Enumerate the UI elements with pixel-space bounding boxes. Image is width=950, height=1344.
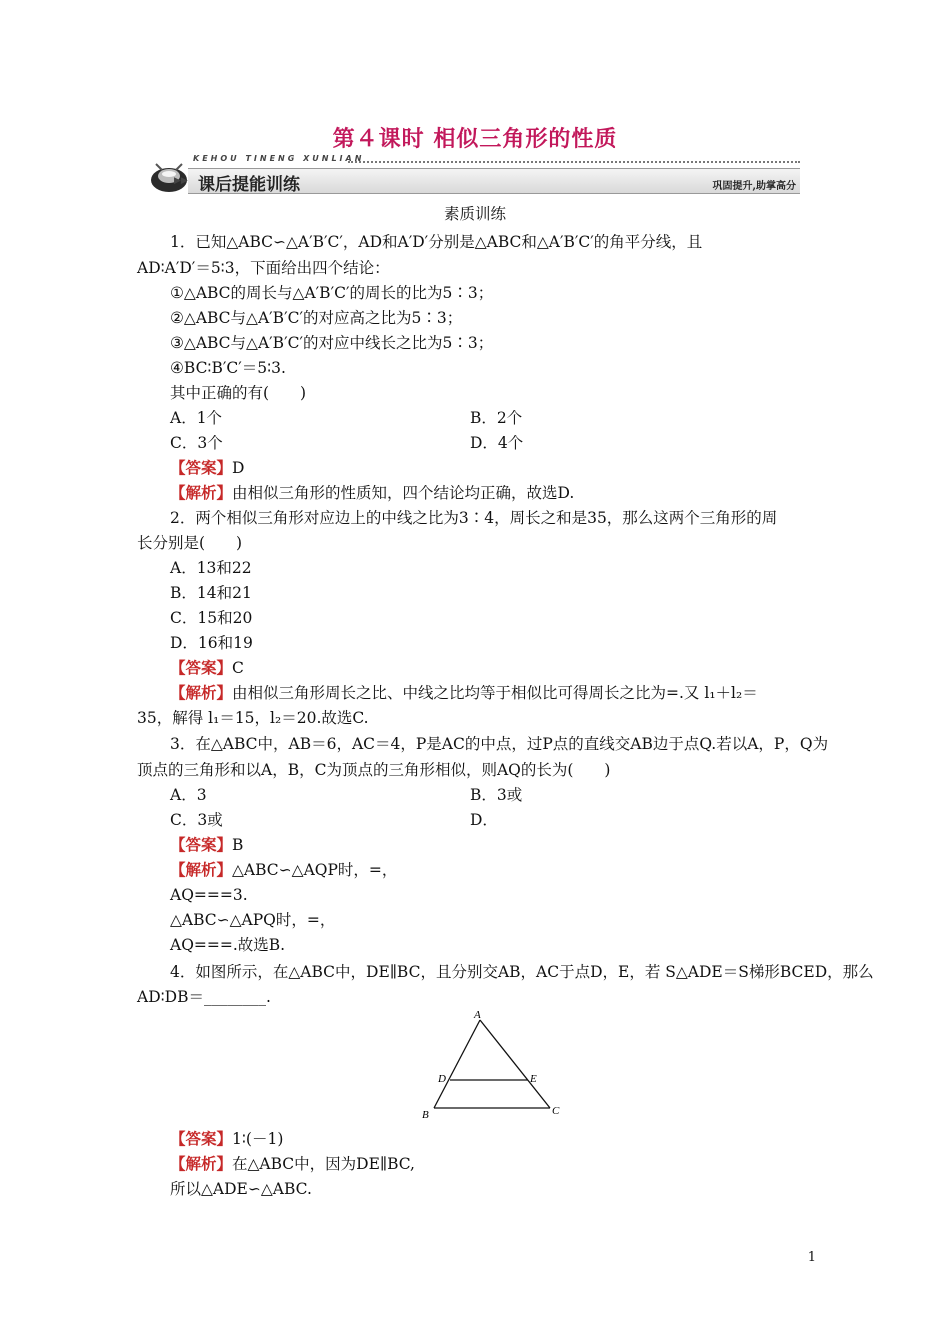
q4-line1: 4．如图所示，在△ABC中，DE∥BC，且分别交AB，AC于点D，E，若 S△ADE＝S梯形BCED，那么 — [170, 963, 874, 981]
q1-option-c: C．3个 — [170, 434, 223, 452]
explanation-tag: 【解析】 — [170, 483, 233, 502]
q1-option-d: D．4个 — [470, 434, 524, 452]
q2-line2: 长分别是( ) — [137, 534, 243, 552]
label-d: D — [438, 1073, 446, 1085]
page-number: 1 — [807, 1250, 816, 1265]
explanation-tag: 【解析】 — [170, 683, 233, 702]
answer-value: B — [232, 836, 244, 854]
q3-explanation-line4: AQ===.故选B. — [170, 936, 286, 954]
q1-stem: 其中正确的有( ) — [170, 384, 307, 402]
explanation-tag: 【解析】 — [170, 860, 233, 879]
section-heading: 素质训练 — [443, 205, 506, 223]
q1-statement-2: ②△ABC与△A′B′C′的对应高之比为5∶3； — [170, 309, 463, 327]
answer-tag: 【答案】 — [170, 458, 233, 477]
answer-value: C — [232, 659, 244, 677]
side-ab — [434, 1020, 480, 1108]
q2-option-d: D．16和19 — [170, 634, 253, 652]
q4-line2: AD∶DB＝________. — [137, 988, 271, 1006]
answer-value: D — [232, 459, 245, 477]
q1-answer — [170, 458, 244, 478]
banner-slogan: 巩固提升,助掌高分 — [712, 181, 796, 192]
q1-statement-1: ①△ABC的周长与△A′B′C′的周长的比为5∶3； — [170, 284, 494, 302]
q1-option-a: A．1个 — [170, 409, 223, 427]
answer-tag: 【答案】 — [170, 658, 233, 677]
q1-statement-3: ③△ABC与△A′B′C′的对应中线长之比为5∶3； — [170, 334, 494, 352]
banner-heading: 课后提能训练 — [198, 175, 300, 195]
q3-explanation-line2: AQ===3. — [170, 886, 248, 904]
label-e: E — [530, 1073, 537, 1085]
q2-answer — [170, 658, 244, 678]
q3-option-b: B．3或 — [470, 786, 523, 804]
answer-tag: 【答案】 — [170, 1129, 233, 1148]
explanation-text: 由相似三角形周长之比、中线之比均等于相似比可得周长之比为=.又 l₁＋l₂＝ — [232, 684, 758, 702]
q3-line2: 顶点的三角形和以A，B，C为顶点的三角形相似，则AQ的长为( ) — [137, 761, 611, 779]
explanation-tag: 【解析】 — [170, 1154, 233, 1173]
answer-value: 1∶(－1) — [232, 1130, 284, 1148]
q2-option-c: C．15和20 — [170, 609, 253, 627]
q4-answer — [170, 1129, 283, 1149]
q2-explanation-line2: 35，解得 l₁＝15，l₂＝20.故选C. — [137, 709, 369, 727]
answer-tag: 【答案】 — [170, 835, 233, 854]
q1-statement-4: ④BC∶B′C′＝5∶3. — [170, 359, 286, 377]
q3-explanation — [170, 860, 397, 880]
q3-option-a: A．3 — [170, 786, 207, 804]
explanation-text: 由相似三角形的性质知，四个结论均正确，故选D. — [232, 484, 575, 502]
banner-arrows: ▶▶ — [174, 176, 188, 186]
explanation-text: △ABC∽△AQP时，=， — [232, 861, 398, 879]
triangle-diagram — [418, 1010, 578, 1122]
q4-explanation — [170, 1154, 415, 1174]
section-banner — [148, 154, 800, 196]
q3-explanation-line3: △ABC∽△APQ时，=， — [170, 911, 336, 929]
q2-option-b: B．14和21 — [170, 584, 252, 602]
q1-line2: AD∶A′D′＝5∶3，下面给出四个结论： — [137, 259, 390, 277]
label-a: A — [474, 1010, 481, 1021]
q1-explanation — [170, 483, 574, 503]
explanation-text: 在△ABC中，因为DE∥BC, — [232, 1155, 415, 1173]
q2-line1: 2．两个相似三角形对应边上的中线之比为3∶4，周长之和是35，那么这两个三角形的周 — [170, 509, 778, 527]
q3-option-c: C．3或 — [170, 811, 223, 829]
label-c: C — [552, 1105, 560, 1117]
q3-option-d: D． — [470, 811, 498, 829]
q1-line1: 1．已知△ABC∽△A′B′C′，AD和A′D′分别是△ABC和△A′B′C′的角平分线，且 — [170, 233, 703, 251]
q2-option-a: A．13和22 — [170, 559, 252, 577]
q4-explanation-line2: 所以△ADE∽△ABC. — [170, 1180, 312, 1198]
q1-option-b: B．2个 — [470, 409, 523, 427]
banner-divider — [348, 161, 800, 163]
q3-line1: 3．在△ABC中，AB＝6，AC＝4，P是AC的中点，过P点的直线交AB边于点Q.若以A，P，Q为 — [170, 735, 829, 753]
banner-pinyin: KEHOU TINENG XUNLIAN — [193, 154, 365, 163]
label-b: B — [422, 1109, 429, 1121]
q2-explanation — [170, 683, 758, 703]
side-ac — [480, 1020, 550, 1108]
q3-answer — [170, 835, 243, 855]
triangle-figure — [418, 1010, 578, 1126]
page-title: 第４课时 相似三角形的性质 — [332, 126, 618, 152]
